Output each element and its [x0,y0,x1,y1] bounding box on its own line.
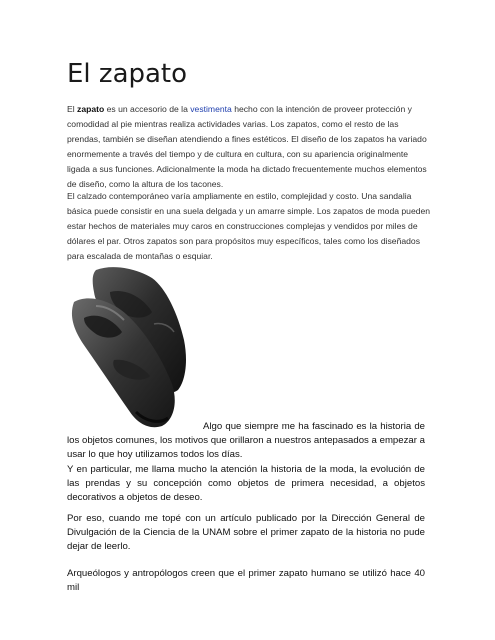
intro-rest: hecho con la intención de proveer protección y comodidad al pie mientras realiza actividades varias. Los zapatos, como el resto de las prendas, también se diseñan atendiendo a fines estéticos. El diseño de los zapatos ha variado enormemente a través del tiempo y de cultura en cultura, con su apariencia originalmente ligada a sus funciones. Adicionalmente la moda ha dictado frecuentemente muchos elementos de diseño, como la altura de los tacones. [67,104,427,189]
body-paragraph-3: Arqueólogos y antropólogos creen que el primer zapato humano se utilizó hace 40 mil [67,568,425,594]
vestimenta-link[interactable]: vestimenta [190,104,232,114]
intro-mid: es un accesorio de la [104,104,191,114]
document-title: El zapato [67,59,188,89]
body-paragraph-2: Por eso, cuando me topé con un artículo publicado por la Dirección General de Divulgación de la Ciencia de la UNAM sobre el primer zapato de la historia no pude dejar de leerlo. [67,513,425,553]
body2-text: Y en particular, me llama mucho la atención la historia de la moda, la evolución de las prendas y su concepción como objetos de primera necesidad, a objetos decorativos a objetos de deseo. [67,463,425,504]
intro-prefix: El [67,104,78,114]
intro-bold-term: zapato [77,104,105,114]
body-paragraph-1 [67,420,425,505]
body1-text: Algo que siempre me ha fascinado es la historia de los objetos comunes, los motivos que orillaron a nuestros antepasados a empezar a usar lo que hoy utilizamos todos los días. [67,421,425,461]
intro-paragraph [67,102,432,192]
loafer-shoes-image [66,262,204,430]
contemporary-paragraph: El calzado contemporáneo varía ampliamente en estilo, complejidad y costo. Una sandalia básica puede consistir en una suela delgada y un amarre simple. Los zapatos de moda pueden estar hechos de materiales muy caros en construcciones complejas y vendidos por miles de dólares el par. Otros zapatos son para propósitos muy específicos, tales como los diseñados para escalada de montañas o esquiar. [67,191,431,261]
